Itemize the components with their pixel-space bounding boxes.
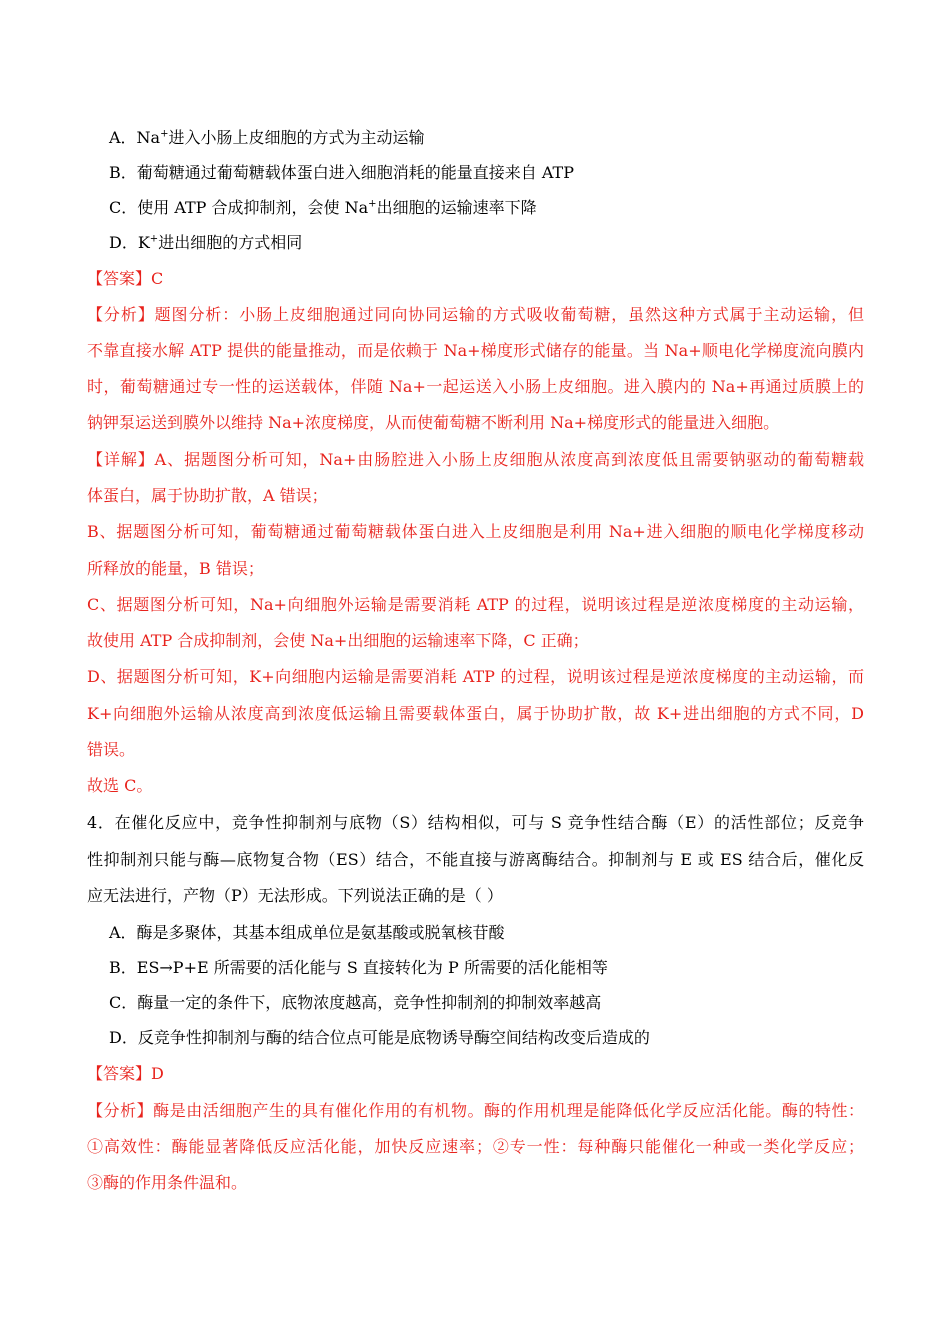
q4-stem-line: 性抑制剂只能与酶—底物复合物（ES）结合，不能直接与游离酶结合。抑制剂与 E 或 ES 结合后，催化反 xyxy=(87,850,864,869)
q4-option-b: B．ES→P+E 所需要的活化能与 S 直接转化为 P 所需要的活化能相等 xyxy=(109,958,608,977)
q4-stem-line: 4．在催化反应中，竞争性抑制剂与底物（S）结构相似，可与 S 竞争性结合酶（E）的活性部位；反竞争 xyxy=(87,813,864,832)
q3-analysis-line: 钠钾泵运送到膜外以维持 Na+浓度梯度，从而使葡萄糖不断利用 Na+梯度形式的能量进入细胞。 xyxy=(87,413,780,432)
q4-option-a: A．酶是多聚体，其基本组成单位是氨基酸或脱氧核苷酸 xyxy=(109,923,505,942)
q3-analysis-line: 时，葡萄糖通过专一性的运送载体，伴随 Na+一起运送入小肠上皮细胞。进入膜内的 Na+再通过质膜上的 xyxy=(87,377,864,396)
q3-detail-line: K+向细胞外运输从浓度高到浓度低运输且需要载体蛋白，属于协助扩散，故 K+进出细胞的方式不同，D xyxy=(87,704,864,723)
q3-option-a: A．Na+进入小肠上皮细胞的方式为主动运输 xyxy=(109,128,425,147)
q3-detail-line: C、据题图分析可知，Na+向细胞外运输是需要消耗 ATP 的过程，说明该过程是逆浓度梯度的主动运输， xyxy=(87,595,864,614)
q4-stem-line: 应无法进行，产物（P）无法形成。下列说法正确的是（ ） xyxy=(87,886,503,905)
q3-detail-line: 体蛋白，属于协助扩散，A 错误； xyxy=(87,486,328,505)
q3-option-d: D．K+进出细胞的方式相同 xyxy=(109,233,303,252)
q3-analysis-line: 不靠直接水解 ATP 提供的能量推动，而是依赖于 Na+梯度形式储存的能量。当 Na+顺电化学梯度流向膜内 xyxy=(87,341,864,360)
q4-analysis-line: ①高效性：酶能显著降低反应活化能，加快反应速率；②专一性：每种酶只能催化一种或一类化学反应； xyxy=(87,1137,864,1156)
q3-detail-line: 所释放的能量，B 错误； xyxy=(87,559,264,578)
q3-detail-line: B、据题图分析可知，葡萄糖通过葡萄糖载体蛋白进入上皮细胞是利用 Na+进入细胞的顺电化学梯度移动 xyxy=(87,522,864,541)
q3-analysis-line: 【分析】题图分析：小肠上皮细胞通过同向协同运输的方式吸收葡萄糖，虽然这种方式属于主动运输，但 xyxy=(87,305,864,324)
q3-conclusion: 故选 C。 xyxy=(87,776,153,795)
q3-option-b: B．葡萄糖通过葡萄糖载体蛋白进入细胞消耗的能量直接来自 ATP xyxy=(109,163,574,182)
q4-option-d: D．反竞争性抑制剂与酶的结合位点可能是底物诱导酶空间结构改变后造成的 xyxy=(109,1028,650,1047)
q3-detail-line: 【详解】A、据题图分析可知，Na+由肠腔进入小肠上皮细胞从浓度高到浓度低且需要钠驱动的葡萄糖载 xyxy=(87,450,864,469)
q3-detail-line: 故使用 ATP 合成抑制剂，会使 Na+出细胞的运输速率下降，C 正确； xyxy=(87,631,589,650)
q3-detail-line: D、据题图分析可知，K+向细胞内运输是需要消耗 ATP 的过程，说明该过程是逆浓度梯度的主动运输，而 xyxy=(87,667,864,686)
q4-analysis-line: ③酶的作用条件温和。 xyxy=(87,1173,248,1192)
q4-option-c: C．酶量一定的条件下，底物浓度越高，竞争性抑制剂的抑制效率越高 xyxy=(109,993,602,1012)
q3-answer: 【答案】C xyxy=(87,269,164,288)
q4-answer: 【答案】D xyxy=(87,1064,164,1083)
q3-detail-line: 错误。 xyxy=(87,740,136,759)
q4-analysis-line: 【分析】酶是由活细胞产生的具有催化作用的有机物。酶的作用机理是能降低化学反应活化能。酶的特性： xyxy=(87,1101,864,1120)
q3-option-c: C．使用 ATP 合成抑制剂，会使 Na+出细胞的运输速率下降 xyxy=(109,198,537,217)
